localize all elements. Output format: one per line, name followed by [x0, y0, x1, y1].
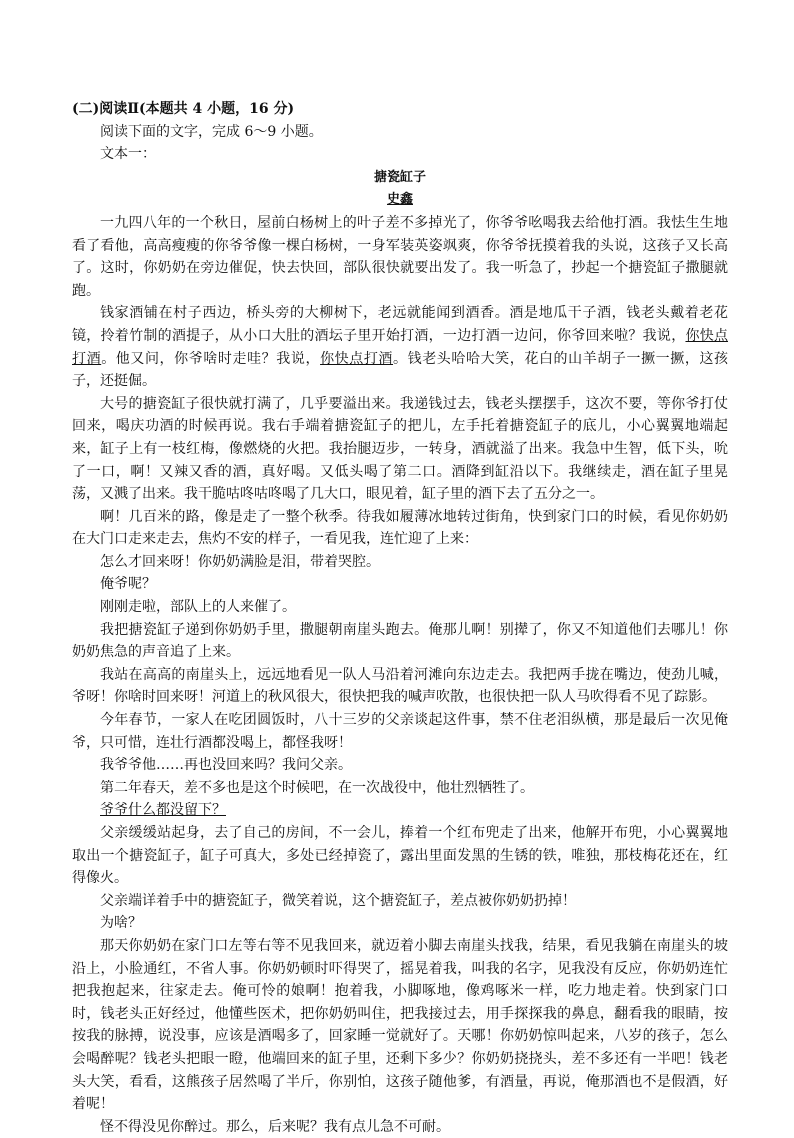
paragraph [72, 1116, 728, 1138]
paragraph-text: 怪不得没见你醉过。那么，后来呢？我有点儿急不可耐。 [100, 1118, 450, 1135]
paragraph [72, 935, 728, 1116]
underlined-text: 你快点打酒 [320, 350, 394, 367]
underlined-text: 爷爷什么都没留下？ [100, 802, 226, 819]
paragraph [72, 754, 728, 777]
text-label: 文本一： [100, 146, 156, 163]
document-page [72, 98, 728, 1138]
paragraph-text: 今年春节，一家人在吃团圆饭时，八十三岁的父亲谈起这件事，禁不住老泪纵横，那是最后一次见俺爷，只可惜，连壮行酒都没喝上，都怪我呀！ [72, 712, 728, 751]
paragraph-text: 怎么才回来呀！你奶奶满脸是泪，带着哭腔。 [100, 553, 380, 570]
instruction: 阅读下面的文字，完成 6～9 小题。 [100, 123, 323, 140]
paragraph-text: 啊！几百米的路，像是走了一整个秋季。待我如履薄冰地转过街角，快到家门口的时候，看见你奶奶在大门口走来走去，焦灼不安的样子，一看见我，连忙迎了上来： [72, 508, 728, 548]
paragraph [72, 506, 728, 551]
paragraph [72, 890, 728, 913]
article-author: 史鑫 [386, 192, 413, 208]
paragraph-text: 刚刚走啦，部队上的人来催了。 [100, 599, 296, 616]
underlined-text: 你快点打酒 [72, 327, 729, 367]
paragraph-text: 俺爷呢？ [100, 576, 156, 593]
paragraph-text: 父亲缓缓站起身，去了自己的房间，不一会儿，捧着一个红布兜走了出来，他解开布兜，小心翼翼地取出一个搪瓷缸子，缸子可真大，多处已经掉瓷了，露出里面发黑的生锈的铁，唯独，那枝梅花还在，红得像火。 [72, 825, 728, 887]
paragraph-text: 。他又问，你爷啥时走哇？我说， [101, 350, 321, 367]
paragraph [72, 664, 728, 709]
paragraph [72, 777, 728, 800]
paragraph [72, 393, 728, 506]
paragraph [72, 822, 728, 890]
paragraph-text: 那天你奶奶在家门口左等右等不见我回来，就迈着小脚去南崖头找我，结果，看见我躺在南崖头的坡沿上，小脸通红，不省人事。你奶奶顿时吓得哭了，摇晃着我，叫我的名字，见我没有反应，你奶奶连忙把我抱起来，往家走去。俺可怜的娘啊！抱着我，小脚啄地，像鸡啄米一样，吃力地走着。快到家门口时，钱老头正好经过，他懂些医术，把你奶奶叫住，把我接过去，用手探探我的鼻息，翻看我的眼睛，按按我的脉搏，说没事，应该是酒喝多了，回家睡一觉就好了。天哪！你奶奶惊叫起来，八岁的孩子，怎么会喝醉呢？钱老头把眼一瞪，他端回来的缸子里，还剩下多少？你奶奶挠挠头，差不多还有一半吧！钱老头大笑，看看，这熊孩子居然喝了半斤，你别怕，这孩子随他爹，有酒量，再说，俺那酒也不是假酒，好着呢！ [72, 937, 728, 1113]
paragraph [72, 573, 728, 596]
paragraph-text: 我站在高高的南崖头上，远远地看见一队人马沿着河滩向东边走去。我把两手拢在嘴边，使劲儿喊，爷呀！你啥时回来呀！河道上的秋风很大，很快把我的喊声吹散，也很快把一队人马吹得看不见了踪影。 [72, 666, 728, 706]
paragraph [72, 212, 728, 302]
paragraph-text: 大号的搪瓷缸子很快就打满了，几乎要溢出来。我递钱过去，钱老头摆摆手，这次不要，等你爷打仗回来，喝庆功酒的时候再说。我右手端着搪瓷缸子的把儿，左手托着搪瓷缸子的底儿，小心翼翼地端起来，缸子上有一枝红梅，像燃烧的火把。我抬腿迈步，一转身，酒就溢了出来。我急中生智，低下头，吮了一口，啊！又辣又香的酒，真好喝。又低头喝了第二口。酒降到缸沿以下。我继续走，酒在缸子里晃荡，又溅了出来。我干脆咕咚咕咚喝了几大口，眼见着，缸子里的酒下去了五分之一。 [72, 395, 728, 503]
article-title: 搪瓷缸子 [373, 169, 426, 185]
paragraph-text: 。钱老头哈哈大笑，花白的山羊胡子一撅一撅，这孩子，还挺倔。 [72, 350, 729, 390]
article-body [72, 212, 728, 1138]
paragraph-text: 我爷爷他……再也没回来吗？我问父亲。 [100, 757, 352, 774]
paragraph [72, 302, 728, 392]
paragraph-text: 钱家酒铺在村子西边，桥头旁的大柳树下，老远就能闻到酒香。酒是地瓜干子酒，钱老头戴着老花镜，拎着竹制的酒提子，从小口大肚的酒坛子里开始打酒，一边打酒一边问，你爷回来啦？我说， [72, 305, 728, 344]
paragraph [72, 709, 728, 754]
paragraph [72, 619, 728, 664]
paragraph-text: 为啥？ [100, 915, 142, 932]
paragraph [72, 912, 728, 935]
section-header: (二)阅读Ⅱ(本题共 4 小题，16 分) [72, 101, 295, 117]
paragraph-text: 第二年春天，差不多也是这个时候吧，在一次战役中，他壮烈牺牲了。 [100, 779, 534, 796]
paragraph [72, 551, 728, 574]
paragraph [72, 799, 728, 822]
paragraph-text: 父亲端详着手中的搪瓷缸子，微笑着说，这个搪瓷缸子，差点被你奶奶扔掉！ [100, 892, 576, 909]
paragraph-text: 我把搪瓷缸子递到你奶奶手里，撒腿朝南崖头跑去。俺那儿啊！别撵了，你又不知道他们去哪儿！你奶奶焦急的声音追了上来。 [72, 621, 728, 661]
paragraph-text: 一九四八年的一个秋日，屋前白杨树上的叶子差不多掉光了，你爷爷吆喝我去给他打酒。我怯生生地看了看他，高高瘦瘦的你爷爷像一棵白杨树，一身军装英姿飒爽，你爷爷抚摸着我的头说，这孩子又长高了。这时，你奶奶在旁边催促，快去快回，部队很快就要出发了。我一听急了，抄起一个搪瓷缸子撒腿就跑。 [72, 214, 728, 299]
paragraph [72, 596, 728, 619]
